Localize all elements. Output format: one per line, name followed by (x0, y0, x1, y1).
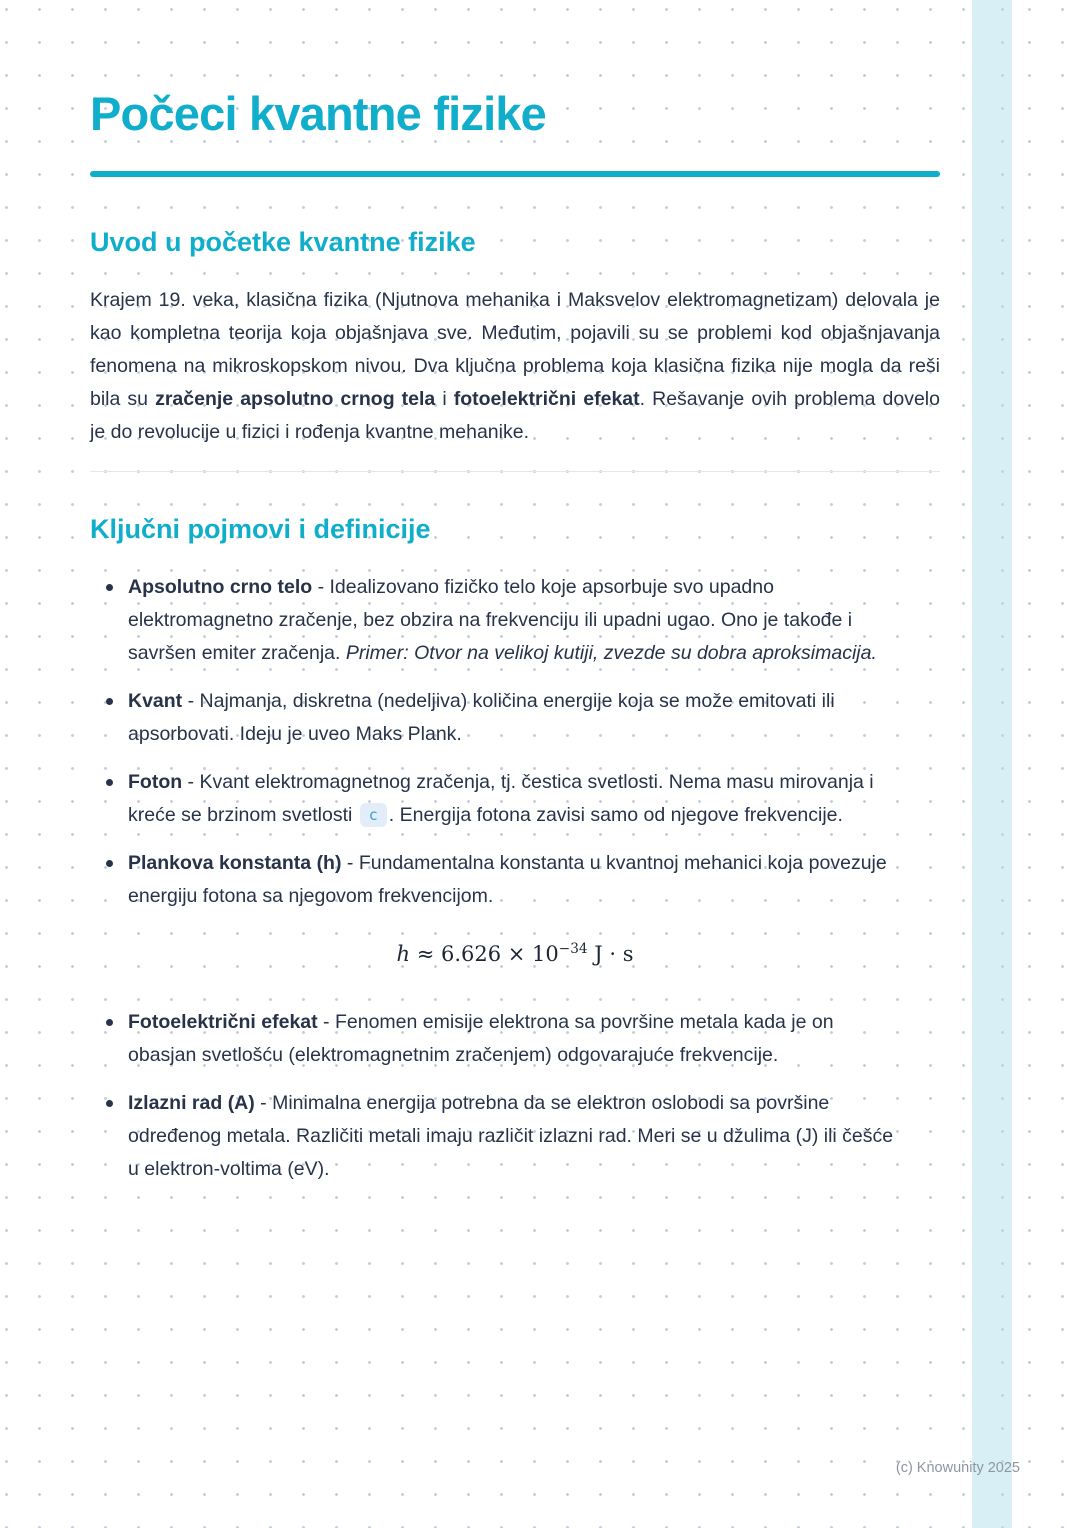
term-definition: Minimalna energija potrebna da se elektron oslobodi sa površine određenog metala. Različiti metali imaju različit izlazni rad. Meri se u džulima (J) ili češće u elektron-voltima (eV). (128, 1092, 894, 1180)
term-dash: - (317, 1011, 335, 1033)
term-dash: - (182, 771, 200, 793)
formula-exponent: −34 (558, 941, 588, 957)
formula-unit: J · s (587, 942, 634, 966)
decorative-side-band (972, 0, 1012, 1528)
list-item (106, 847, 906, 913)
term-label: Fotoelektrični efekat (128, 1011, 318, 1033)
term-label: Foton (128, 771, 183, 793)
intro-text-2: i (435, 388, 454, 410)
list-item (106, 571, 906, 670)
section-divider (90, 471, 940, 472)
list-item (106, 1087, 906, 1186)
bullet-icon (106, 584, 113, 591)
intro-text-3: . Rešavanje ovih problema dovelo je do revolucije u fizici i rođenja kvantne mehanike. (90, 388, 940, 443)
formula-variable: h (396, 942, 411, 966)
term-definition: Najmanja, diskretna (nedeljiva) količina energije koja se može emitovati ili apsorbovati. Ideju je uveo Maks Plank. (128, 690, 835, 745)
intro-paragraph (90, 284, 940, 449)
term-dash: - (254, 1092, 273, 1114)
terms-list-continued (90, 1006, 940, 1186)
term-dash: - (341, 852, 359, 874)
term-definition: Fundamentalna konstanta u kvantnoj mehanici koja povezuje energiju fotona sa njegovom frekvencijom. (128, 852, 887, 907)
term-definition: Idealizovano fizičko telo koje apsorbuje svo upadno elektromagnetno zračenje, bez obzira na frekvenciju ili upadni ugao. Ono je takođe i savršen emiter zračenja. (128, 576, 853, 664)
section-heading-terms: Ključni pojmovi i definicije (90, 514, 431, 544)
intro-bold-2: fotoelektrični efekat (453, 388, 640, 410)
title-underline-rule (90, 171, 940, 177)
page-content (90, 86, 940, 1201)
term-definition-after: . Energija fotona zavisi samo od njegove frekvencije. (388, 804, 843, 826)
formula-body: ≈ 6.626 × 10 (410, 942, 559, 966)
planck-constant-formula (90, 941, 940, 966)
term-definition: Fenomen emisije elektrona sa površine metala kada je on obasjan svetlošću (elektromagnetnim zračenjem) odgovarajuće frekvencije. (128, 1011, 834, 1066)
list-item (106, 1006, 906, 1072)
term-label: Kvant (128, 690, 183, 712)
terms-list (90, 571, 940, 913)
term-dash: - (182, 690, 200, 712)
term-label: Apsolutno crno telo (128, 576, 313, 598)
bullet-icon (106, 860, 113, 867)
term-dash: - (312, 576, 330, 598)
inline-code-badge: c (360, 803, 387, 827)
intro-bold-1: zračenje apsolutno crnog tela (155, 388, 436, 410)
bullet-icon (106, 698, 113, 705)
term-label: Izlazni rad (A) (128, 1092, 255, 1114)
term-definition: Kvant elektromagnetnog zračenja, tj. čestica svetlosti. Nema masu mirovanja i kreće se brzinom svetlosti (128, 771, 874, 826)
term-example: Primer: Otvor na velikoj kutiji, zvezde su dobra aproksimacija. (345, 642, 877, 664)
term-label: Plankova konstanta (h) (128, 852, 342, 874)
list-item (106, 685, 906, 751)
bullet-icon (106, 1019, 113, 1026)
page-title: Počeci kvantne fizike (90, 87, 547, 140)
bullet-icon (106, 779, 113, 786)
section-heading-intro: Uvod u početke kvantne fizike (90, 227, 476, 257)
list-item (106, 766, 906, 832)
copyright-footer: (c) Knowunity 2025 (895, 1460, 1020, 1476)
intro-text-1: Krajem 19. veka, klasična fizika (Njutnova mehanika i Maksvelov elektromagnetizam) delovala je kao kompletna teorija koja objašnjava sve. Međutim, pojavili su se problemi kod objašnjavanja fenomena na mikroskopskom nivou. Dva ključna problema koja klasična fizika nije mogla da reši bila su (90, 289, 940, 410)
bullet-icon (106, 1100, 113, 1107)
